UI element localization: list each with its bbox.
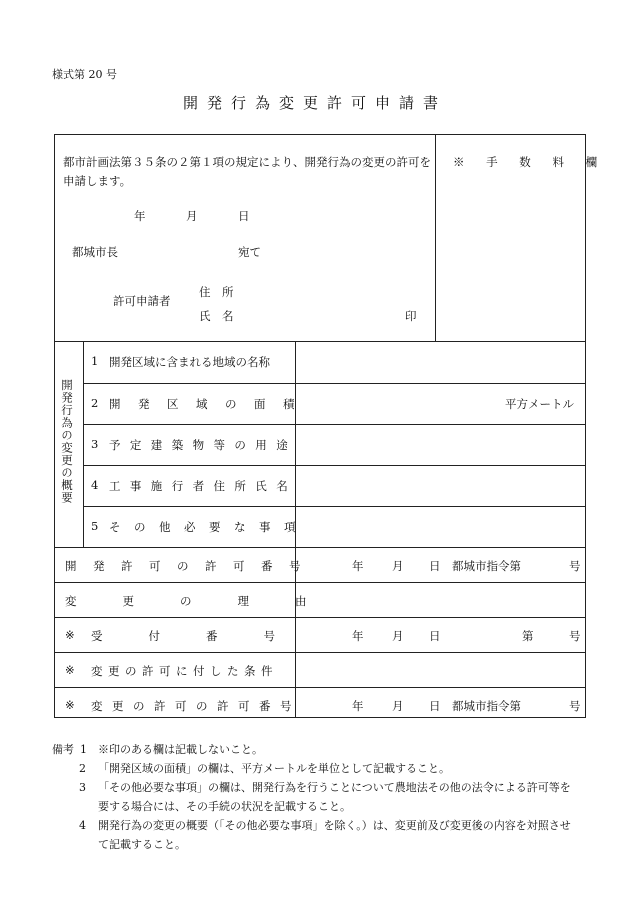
note-number: 4 bbox=[79, 819, 86, 832]
summary-item-num: 5 bbox=[91, 519, 99, 533]
admin-mark: ※ bbox=[65, 663, 75, 677]
summary-item-label: 予定建築物等の用途 bbox=[109, 438, 298, 452]
change-permit-number-label: 変更の許可の許可番号 bbox=[91, 699, 301, 713]
date-year: 年 bbox=[352, 559, 364, 573]
number-suffix: 号 bbox=[569, 699, 581, 713]
reason-label: 変更の理由 bbox=[65, 594, 353, 608]
divider bbox=[83, 506, 585, 507]
conditions-label: 変更の許可に付した条件 bbox=[91, 664, 278, 678]
seal-mark: 印 bbox=[405, 309, 417, 323]
summary-item-num: 2 bbox=[91, 396, 99, 410]
addressee-suffix: 宛て bbox=[238, 245, 261, 259]
note-number: 2 bbox=[79, 762, 86, 775]
area-unit: 平方メートル bbox=[505, 397, 574, 411]
receipt-number-label: 受付番号 bbox=[91, 629, 321, 643]
summary-item-label: 工事施行者住所氏名 bbox=[109, 479, 298, 493]
date-day: 日 bbox=[238, 209, 250, 223]
divider bbox=[55, 617, 585, 618]
divider bbox=[83, 424, 585, 425]
number-prefix: 第 bbox=[522, 629, 534, 643]
summary-item-num: 1 bbox=[91, 354, 99, 368]
divider bbox=[83, 383, 585, 384]
divider bbox=[55, 341, 585, 342]
fee-label: ※ 手 数 料 欄 bbox=[453, 155, 607, 169]
permit-number-label: 開発許可の許可番号 bbox=[65, 559, 317, 573]
divider bbox=[83, 465, 585, 466]
application-statement: 都市計画法第３５条の２第１項の規定により、開発行為の変更の許可を申請します。 bbox=[63, 155, 431, 188]
note-text: 「その他必要な事項」の欄は、開発行為を行うことについて農地法その他の法令による許可等を要する場合には、その手続の状況を記載すること。 bbox=[98, 781, 571, 813]
divider bbox=[55, 652, 585, 653]
name-label: 氏 名 bbox=[199, 309, 234, 323]
date-year: 年 bbox=[134, 209, 146, 223]
application-form-table bbox=[54, 134, 607, 718]
office-prefix: 都城市指令第 bbox=[452, 559, 521, 573]
date-month: 月 bbox=[186, 209, 198, 223]
note-text: 開発行為の変更の概要（「その他必要な事項」を除く。）は、変更前及び変更後の内容を対照させて記載すること。 bbox=[98, 819, 571, 851]
note-text: 「開発区域の面積」の欄は、平方メートルを単位として記載すること。 bbox=[98, 762, 450, 775]
summary-item-label: 開発区域に含まれる地域の名称 bbox=[109, 355, 270, 369]
summary-item-label: 開発区域の面積 bbox=[109, 397, 312, 411]
admin-mark: ※ bbox=[65, 698, 75, 712]
notes-heading-row bbox=[52, 740, 98, 759]
summary-item-label: その他必要な事項 bbox=[109, 520, 309, 534]
note-text: ※印のある欄は記載しないこと。 bbox=[98, 743, 263, 756]
summary-group-label: 開発行為の変更の概要 bbox=[60, 379, 74, 504]
date-month: 月 bbox=[392, 629, 404, 643]
divider bbox=[55, 547, 585, 548]
note-number: 1 bbox=[80, 743, 87, 756]
form-number: 様式第 20 号 bbox=[52, 68, 117, 81]
summary-item-num: 4 bbox=[91, 478, 99, 492]
date-year: 年 bbox=[352, 699, 364, 713]
addressee: 都城市長 bbox=[72, 245, 118, 259]
applicant-label: 許可申請者 bbox=[113, 294, 171, 308]
number-suffix: 号 bbox=[569, 559, 581, 573]
date-month: 月 bbox=[392, 559, 404, 573]
divider bbox=[55, 582, 585, 583]
address-label: 住 所 bbox=[199, 285, 234, 299]
date-day: 日 bbox=[429, 699, 441, 713]
number-suffix: 号 bbox=[569, 629, 581, 643]
page-title: 開発行為変更許可申請書 bbox=[182, 94, 447, 112]
office-prefix: 都城市指令第 bbox=[452, 699, 521, 713]
date-day: 日 bbox=[429, 629, 441, 643]
notes bbox=[52, 740, 578, 854]
date-day: 日 bbox=[429, 559, 441, 573]
divider bbox=[435, 135, 436, 341]
divider bbox=[83, 341, 84, 547]
summary-item-num: 3 bbox=[91, 437, 99, 451]
note-number: 3 bbox=[79, 781, 86, 794]
admin-mark: ※ bbox=[65, 628, 75, 642]
date-year: 年 bbox=[352, 629, 364, 643]
date-month: 月 bbox=[392, 699, 404, 713]
divider bbox=[55, 687, 585, 688]
notes-heading: 備考 bbox=[52, 743, 74, 756]
